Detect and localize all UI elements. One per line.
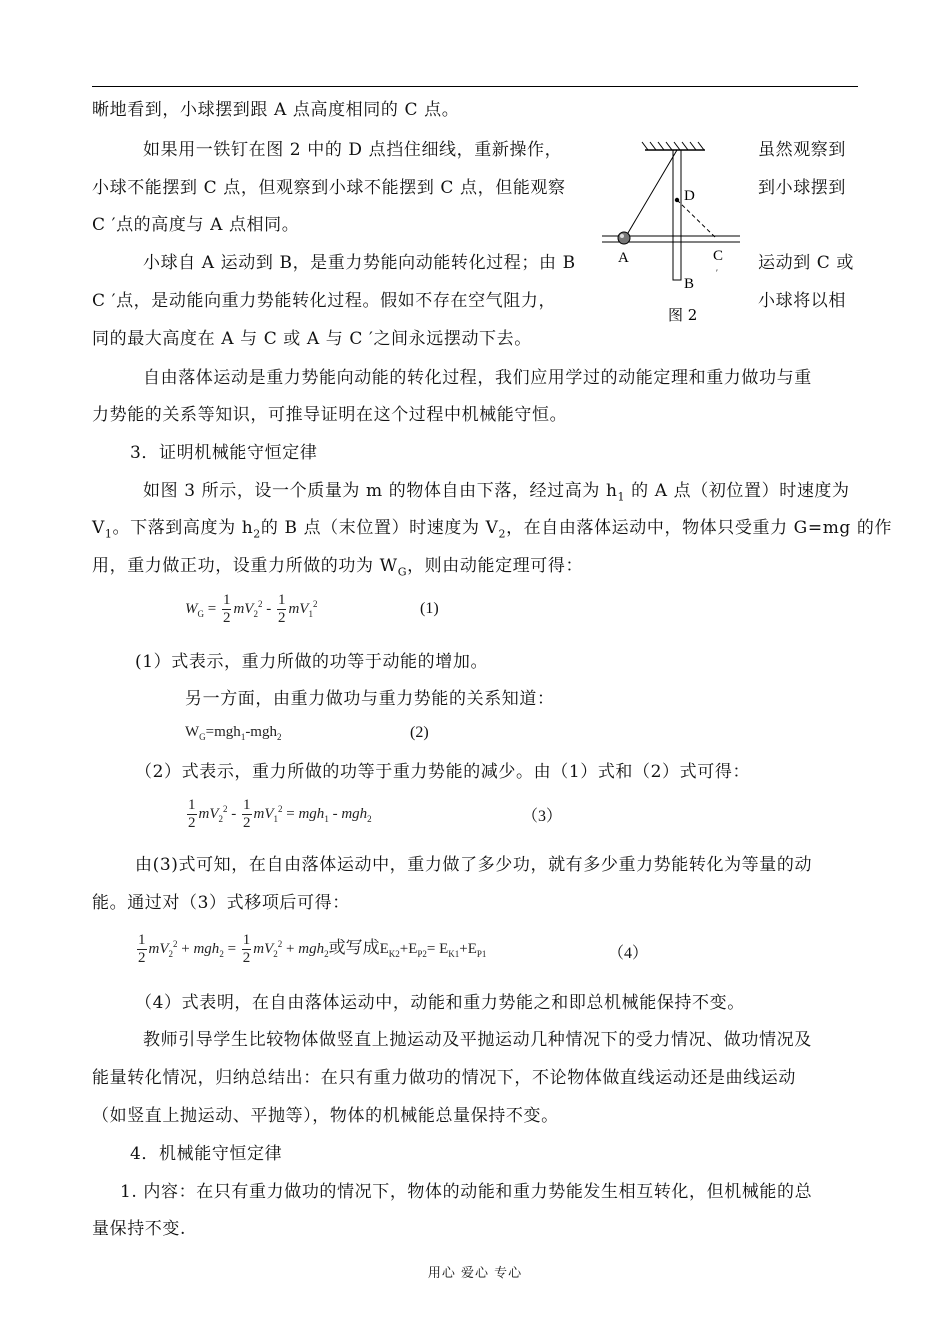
text-line: 小球不能摆到 C 点，但观察到小球不能摆到 C 点，但能观察 — [92, 178, 566, 198]
label-b: B — [684, 276, 695, 292]
equation-number: （3） — [522, 808, 563, 825]
text-line: 量保持不变. — [92, 1219, 187, 1239]
text-line: 如图 3 所示，设一个质量为 m 的物体自由下落，经过高为 $h_1$ 的 A 点（初位置）时速度为 — [143, 481, 850, 504]
equation-2: $W_G=mgh_1-mgh_2$ — [185, 724, 282, 742]
equation-3: $\frac{1}{2}$ $mV_2^2$ - $\frac{1}{2}$ $mV_1^2 = mgh_1 - mgh_2$ — [188, 797, 372, 831]
pendulum-figure — [600, 138, 750, 338]
page-footer: 用心 爱心 专心 — [427, 1266, 523, 1281]
equation-4: $\frac{1}{2}$ $mV_2^2 + mgh_2$ = $\frac{1}{2}$ $mV_2^2 + mgh_2$或写成$E_{K2}+E_{P2}= E_{K1}+E_{P1}$ — [138, 932, 487, 966]
equation-number: (1) — [420, 600, 439, 617]
text-line: 虽然观察到 — [758, 140, 846, 160]
equation-number: (2) — [410, 724, 429, 741]
text-line: C ′点的高度与 A 点相同。 — [92, 215, 300, 235]
text-line: 能量转化情况，归纳总结出：在只有重力做功的情况下，不论物体做直线运动还是曲线运动 — [92, 1068, 796, 1088]
text-line: 运动到 C 或 — [758, 253, 855, 273]
text-line: 晰地看到，小球摆到跟 A 点高度相同的 C 点。 — [92, 100, 460, 120]
text-line: 另一方面，由重力做功与重力势能的关系知道： — [185, 689, 555, 709]
text-line: 到小球摆到 — [758, 178, 846, 198]
equation-1: $W_G$ = $\frac{1}{2}$ $mV_2^2$ - $\frac{1}{2}$ $mV_1^2$ — [185, 592, 318, 626]
text-line: 自由落体运动是重力势能向动能的转化过程，我们应用学过的动能定理和重力做功与重 — [143, 368, 812, 388]
label-c-prime: ′ — [716, 268, 718, 278]
text-line: 如果用一铁钉在图 2 中的 D 点挡住细线，重新操作， — [143, 140, 563, 160]
text-line: 能。通过对（3）式移项后可得： — [92, 893, 350, 913]
text-line: 小球自 A 运动到 B，是重力势能向动能转化过程；由 B — [143, 253, 576, 273]
text-line: $V_1$。下落到高度为 $h_2$的 B 点（末位置）时速度为 $V_2$，在自由落体运动中，物体只受重力 G=mg 的作 — [92, 518, 893, 541]
figure-caption: 图 2 — [668, 306, 698, 324]
text-line: （2）式表示，重力所做的功等于重力势能的减少。由（1）式和（2）式可得： — [135, 762, 751, 782]
text-line: (1）式表示，重力所做的功等于动能的增加。 — [135, 652, 489, 672]
text-line: （4）式表明，在自由落体运动中，动能和重力势能之和即总机械能保持不变。 — [135, 993, 745, 1013]
header-rule — [92, 86, 858, 87]
text-line: C ′点，是动能向重力势能转化过程。假如不存在空气阻力， — [92, 291, 557, 311]
section-heading: 3．证明机械能守恒定律 — [130, 443, 318, 463]
text-line: （如竖直上抛运动、平抛等），物体的机械能总量保持不变。 — [92, 1106, 559, 1126]
text-line: 小球将以相 — [758, 291, 846, 311]
label-d: D — [684, 188, 695, 204]
text-line: 同的最大高度在 A 与 C 或 A 与 C ′之间永远摆动下去。 — [92, 329, 532, 349]
text-line: 1. 内容：在只有重力做功的情况下，物体的动能和重力势能发生相互转化，但机械能的总 — [120, 1182, 813, 1202]
text-line: 力势能的关系等知识，可推导证明在这个过程中机械能守恒。 — [92, 405, 568, 425]
text-line: 用，重力做正功，设重力所做的功为 $W_G$，则由动能定理可得： — [92, 556, 584, 579]
equation-number: （4） — [608, 945, 649, 962]
text-line: 由(3)式可知，在自由落体运动中，重力做了多少功，就有多少重力势能转化为等量的动 — [135, 855, 813, 875]
text-line: 教师引导学生比较物体做竖直上抛运动及平抛运动几种情况下的受力情况、做功情况及 — [143, 1030, 812, 1050]
label-a: A — [618, 250, 629, 266]
section-heading: 4．机械能守恒定律 — [130, 1144, 283, 1164]
label-c: C — [713, 248, 724, 264]
